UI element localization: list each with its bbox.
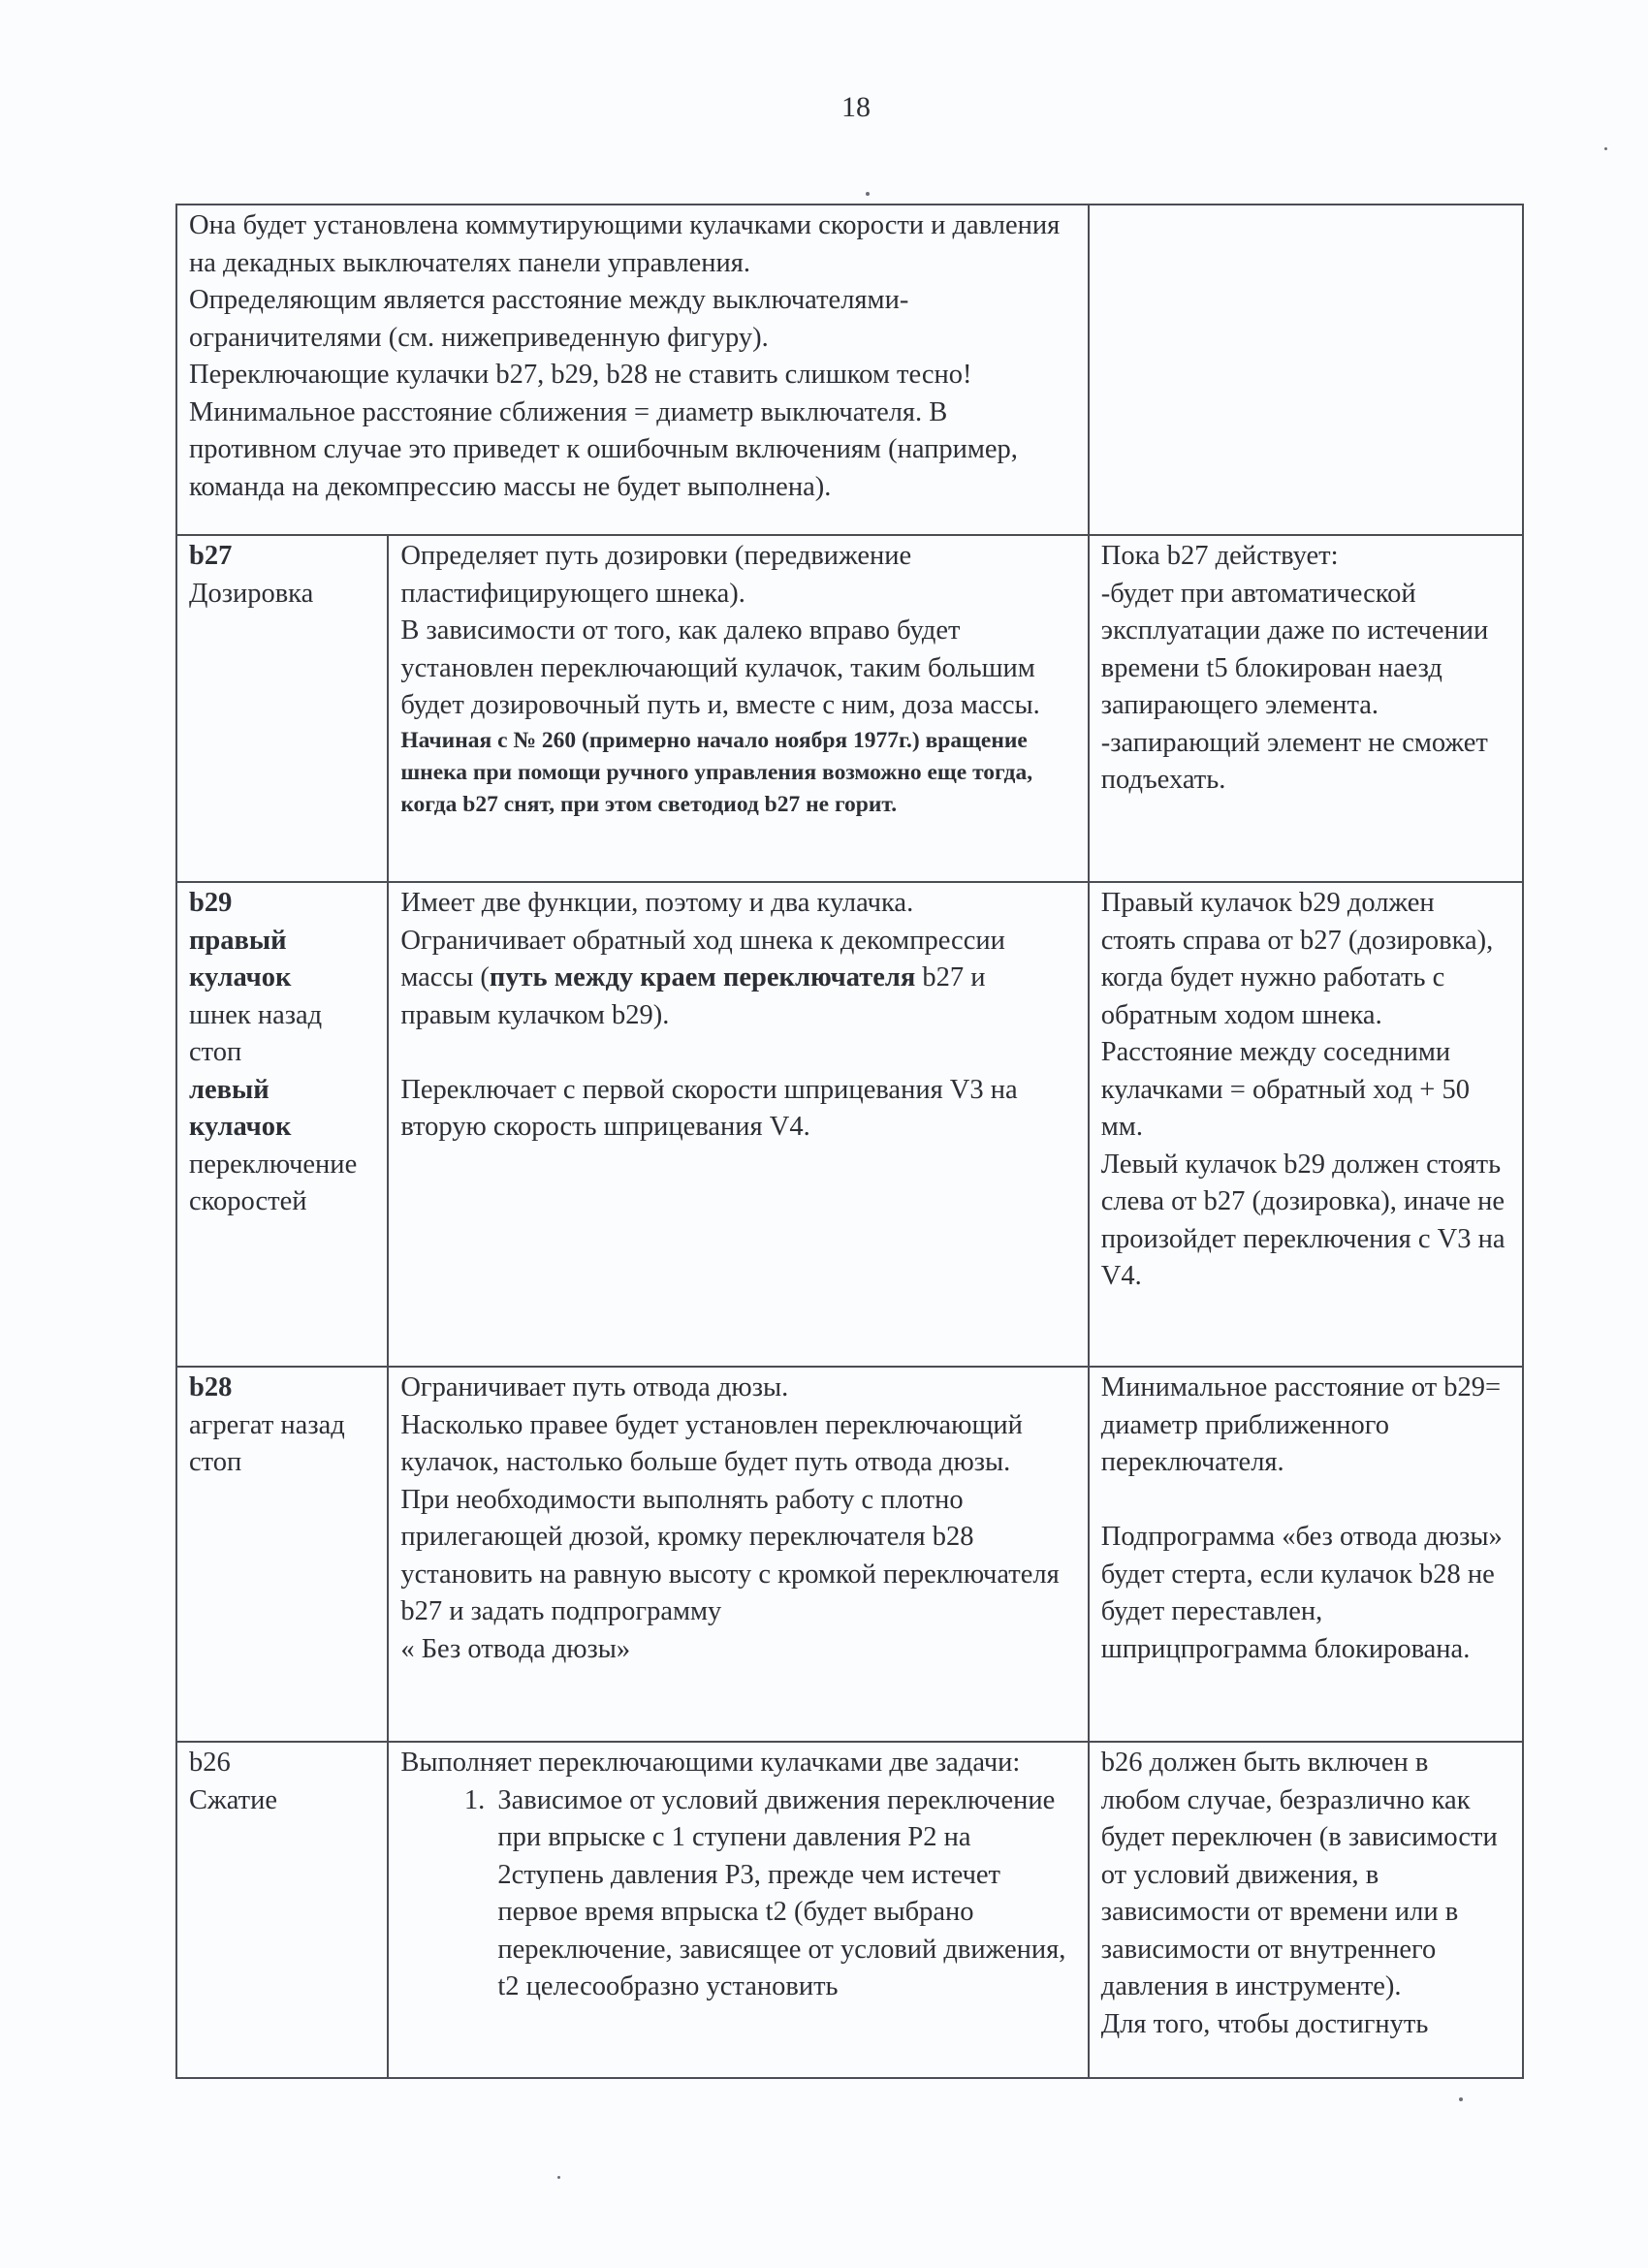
b26-task-list <box>400 1782 1075 2006</box>
paragraph-gap <box>1101 1482 1510 1520</box>
scan-speck <box>557 2176 560 2179</box>
b29-remark-p3: Левый кулачок b29 должен стоять слева от b27 (дозировка), иначе не произойдет переключения с V3 на V4. <box>1100 1149 1505 1291</box>
paragraph-gap <box>400 1034 1075 1072</box>
b28-label-cell <box>176 1367 388 1742</box>
b28-desc-p3: При необходимости выполнять работу с плотно прилегающей дюзой, кромку переключателя b28 установить на равную высоту с кромкой переключателя b27 и задать подпрограмму <box>400 1484 1060 1626</box>
b28-code: b28 <box>189 1372 233 1402</box>
b27-label-cell <box>176 535 388 882</box>
scan-speck <box>1459 2097 1463 2101</box>
b29-label-cell <box>176 882 388 1367</box>
b26-task-item-1: 1. Зависимое от условий движения переключение при впрыске с 1 ступени давления P2 на 2ступень давления P3, прежде чем истечет первое время впрыска t2 (будет выбрано переключение, зависящее от условий движения, t2 целесообразно установить <box>491 1782 1075 2006</box>
table-row-b29 <box>176 882 1523 1367</box>
table-row-b26 <box>176 1742 1523 2078</box>
b28-remarks-cell <box>1089 1367 1523 1742</box>
b27-description-cell <box>388 535 1088 882</box>
table-row-b27 <box>176 535 1523 882</box>
scan-speck <box>1604 147 1607 150</box>
intro-empty-cell <box>1089 205 1523 535</box>
b29-desc-p3: Переключает с первой скорости шприцевания V3 на вторую скорость шприцевания V4. <box>400 1074 1018 1142</box>
b27-desc-p2: В зависимости от того, как далеко вправо будет установлен переключающий кулачок, таким большим будет дозировочный путь и, вместе с ним, доза массы. <box>400 615 1040 720</box>
b29-remark-p2: Расстояние между соседними кулачками = обратный ход + 50 мм. <box>1100 1037 1471 1142</box>
b28-remark-p1: Минимальное расстояние от b29= диаметр приближенного переключателя. <box>1100 1372 1502 1477</box>
b26-description-cell <box>388 1742 1088 2078</box>
b29-right-cam-label: правый кулачок <box>189 925 292 992</box>
b29-remark-p1: Правый кулачок b29 должен стоять справа от b27 (дозировка), когда будет нужно работать с обратным ходом шнека. <box>1100 888 1494 1030</box>
b26-remark-p1: b26 должен быть включен в любом случае, безразлично как будет переключен (в зависимости от условий движения, в зависимости от времени или в зависимости от внутреннего давления в инструменте). <box>1100 1748 1498 2001</box>
intro-paragraph-3: Переключающие кулачки b27, b29, b28 не ставить слишком тесно! Минимальное расстояние сближения = диаметр выключателя. В противном случае это приведет к ошибочным включениям (например, команда на декомпрессию массы не будет выполнена). <box>189 360 1018 502</box>
b29-desc-p1: Имеет две функции, поэтому и два кулачка. <box>400 888 914 918</box>
b29-desc-p2 <box>400 923 1075 1035</box>
scan-speck <box>866 192 870 196</box>
page-number: 18 <box>841 91 871 123</box>
b27-remark-p1: Пока b27 действует: <box>1100 541 1339 571</box>
b28-label: агрегат назад стоп <box>189 1409 345 1477</box>
b29-desc-p2-end: b27 и правым кулачком b29). <box>400 962 986 1030</box>
b27-remark-p2: -будет при автоматической эксплуатации даже по истечении времени t5 блокирован наезд запирающего элемента. <box>1100 578 1489 720</box>
cam-switch-table <box>175 204 1524 2079</box>
b29-description-cell <box>388 882 1088 1367</box>
b27-remark-p3: -запирающий элемент не сможет подъехать. <box>1100 727 1488 795</box>
b29-right-cam-function: шнек назад стоп <box>189 999 323 1067</box>
intro-text-cell <box>176 205 1089 535</box>
b29-left-cam-label: левый кулачок <box>189 1074 292 1142</box>
b26-label: Сжатие <box>189 1784 277 1815</box>
b27-note: Начиная с № 260 (примерно начало ноября 1977г.) вращение шнека при помощи ручного управления возможно еще тогда, когда b27 снят, при этом светодиод b27 не горит. <box>400 727 1033 817</box>
b28-desc-p2: Насколько правее будет установлен переключающий кулачок, настолько больше будет путь отвода дюзы. <box>400 1409 1023 1477</box>
b29-remarks-cell <box>1089 882 1523 1367</box>
b28-description-cell <box>388 1367 1088 1742</box>
b26-label-cell <box>176 1742 388 2078</box>
b29-left-cam-function: переключение скоростей <box>189 1149 358 1216</box>
b26-code: b26 <box>189 1748 231 1778</box>
intro-paragraph-2: Определяющим является расстояние между выключателями-ограничителями (см. нижеприведенную фигуру). <box>189 285 909 353</box>
b27-remarks-cell <box>1089 535 1523 882</box>
b29-code: b29 <box>189 888 233 918</box>
b28-remark-p2: Подпрограмма «без отвода дюзы» будет стерта, если кулачок b28 не будет переставлен, шприцпрограмма блокирована. <box>1100 1522 1503 1664</box>
b26-remarks-cell <box>1089 1742 1523 2078</box>
b28-desc-p1: Ограничивает путь отвода дюзы. <box>400 1372 789 1402</box>
b26-desc-p1: Выполняет переключающими кулачками две задачи: <box>400 1748 1021 1778</box>
b29-desc-p2-start: Ограничивает обратный ход шнека к декомпрессии массы ( <box>400 925 1005 992</box>
b27-code: b27 <box>189 541 233 571</box>
b29-desc-p2-bold: путь между краем переключателя <box>489 962 916 992</box>
intro-paragraph-1: Она будет установлена коммутирующими кулачками скорости и давления на декадных выключателях панели управления. <box>189 210 1061 278</box>
b27-label: Дозировка <box>189 578 314 609</box>
table-row-intro <box>176 205 1523 535</box>
b26-remark-p2: Для того, чтобы достигнуть <box>1100 2008 1429 2039</box>
table-row-b28 <box>176 1367 1523 1742</box>
b28-desc-p4: « Без отвода дюзы» <box>400 1633 631 1664</box>
b27-desc-p1: Определяет путь дозировки (передвижение пластифицирующего шнека). <box>400 541 912 609</box>
